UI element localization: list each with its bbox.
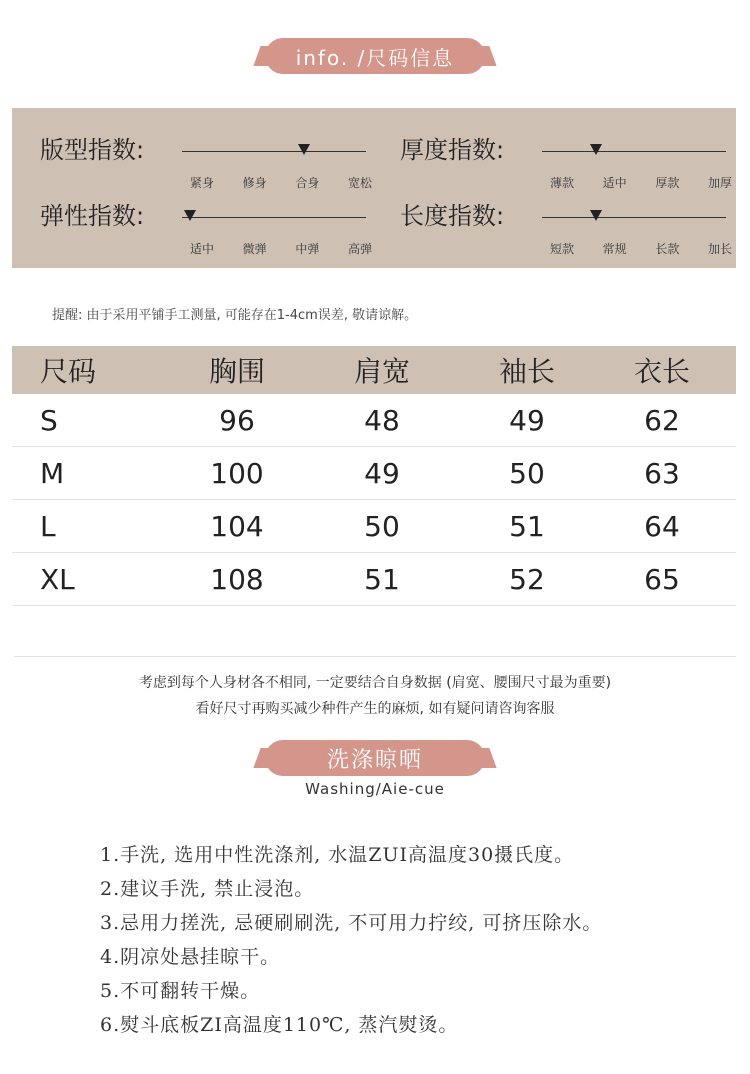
index-label: 版型指数: <box>40 136 145 164</box>
thickness-index <box>400 116 740 190</box>
index-track <box>182 217 366 218</box>
index-tick: 合身 <box>295 176 320 190</box>
wash-subtitle: Washing/Aie-cue <box>305 780 445 798</box>
index-label: 弹性指数: <box>40 202 145 230</box>
index-tick: 微弹 <box>242 242 267 256</box>
size-table <box>12 346 736 606</box>
index-tick: 紧身 <box>190 176 215 190</box>
index-ticks <box>190 240 372 257</box>
index-tick: 修身 <box>242 176 267 190</box>
table-row <box>12 394 736 447</box>
table-row <box>12 500 736 553</box>
header-chest: 胸围 <box>208 355 265 388</box>
index-marker-icon <box>298 144 310 155</box>
section-divider <box>14 656 736 657</box>
index-track <box>542 151 726 152</box>
index-label: 长度指数: <box>400 202 505 230</box>
cell-size: S <box>40 403 58 437</box>
list-item: 2.建议手洗, 禁止浸泡。 <box>100 878 315 900</box>
advice-line: 考虑到每个人身材各不相同, 一定要结合自身数据 (肩宽、腰围尺寸最为重要) <box>138 675 612 691</box>
cell-chest: 104 <box>210 509 264 543</box>
index-tick: 厚款 <box>655 176 680 190</box>
cell-sleeve: 52 <box>509 562 545 596</box>
index-tick: 适中 <box>602 176 627 190</box>
measurement-note: 提醒: 由于采用平铺手工测量, 可能存在1-4cm误差, 敬请谅解。 <box>52 308 418 323</box>
table-row <box>12 553 736 606</box>
wash-banner-text: 洗涤晾晒 <box>326 747 423 773</box>
fit-index <box>40 116 380 190</box>
cell-shoulder: 48 <box>364 403 400 437</box>
list-item: 4.阴凉处悬挂晾干。 <box>100 946 281 968</box>
fit-index-panel <box>12 108 736 268</box>
wash-banner <box>265 740 485 776</box>
info-banner-text: info. /尺码信息 <box>295 45 455 70</box>
cell-shoulder: 49 <box>364 456 400 490</box>
header-length: 衣长 <box>633 355 690 388</box>
index-tick: 中弹 <box>295 242 320 256</box>
table-row <box>12 447 736 500</box>
index-tick: 宽松 <box>347 176 372 190</box>
cell-length: 64 <box>644 509 680 543</box>
cell-sleeve: 49 <box>509 403 545 437</box>
list-item: 1.手洗, 选用中性洗涤剂, 水温ZUI高温度30摄氏度。 <box>100 844 575 866</box>
index-tick: 短款 <box>550 242 575 256</box>
index-marker-icon <box>590 144 602 155</box>
elasticity-index <box>40 182 380 256</box>
cell-chest: 108 <box>210 562 264 596</box>
cell-size: XL <box>40 562 75 596</box>
cell-chest: 96 <box>219 403 255 437</box>
cell-chest: 100 <box>210 456 264 490</box>
index-tick: 加长 <box>707 242 732 256</box>
cell-size: L <box>40 509 56 543</box>
size-table-header <box>12 346 736 394</box>
list-item: 6.熨斗底板ZI高温度110℃, 蒸汽熨烫。 <box>100 1014 459 1036</box>
index-tick: 高弹 <box>347 242 372 256</box>
wash-instructions <box>100 838 602 1042</box>
header-shoulder: 肩宽 <box>353 355 410 388</box>
cell-shoulder: 50 <box>364 509 400 543</box>
index-marker-icon <box>184 210 196 221</box>
cell-length: 63 <box>644 456 680 490</box>
list-item: 5.不可翻转干燥。 <box>100 980 261 1002</box>
index-tick: 长款 <box>655 242 680 256</box>
length-index <box>400 182 740 256</box>
index-tick: 适中 <box>190 242 215 256</box>
index-tick: 薄款 <box>550 176 575 190</box>
index-ticks <box>550 240 732 257</box>
index-track <box>542 217 726 218</box>
cell-length: 65 <box>644 562 680 596</box>
info-banner <box>265 38 485 74</box>
cell-shoulder: 51 <box>364 562 400 596</box>
index-tick: 加厚 <box>707 176 732 190</box>
cell-sleeve: 50 <box>509 456 545 490</box>
header-sleeve: 袖长 <box>498 355 555 388</box>
list-item: 3.忌用力搓洗, 忌硬刷刷洗, 不可用力拧绞, 可挤压除水。 <box>100 912 603 934</box>
cell-sleeve: 51 <box>509 509 545 543</box>
cell-length: 62 <box>644 403 680 437</box>
index-tick: 常规 <box>602 242 627 256</box>
advice-line: 看好尺寸再购买减少种件产生的麻烦, 如有疑问请咨询客服 <box>195 701 555 717</box>
header-size: 尺码 <box>40 355 97 388</box>
index-marker-icon <box>590 210 602 221</box>
index-label: 厚度指数: <box>400 136 505 164</box>
cell-size: M <box>40 456 65 490</box>
index-track <box>182 151 366 152</box>
